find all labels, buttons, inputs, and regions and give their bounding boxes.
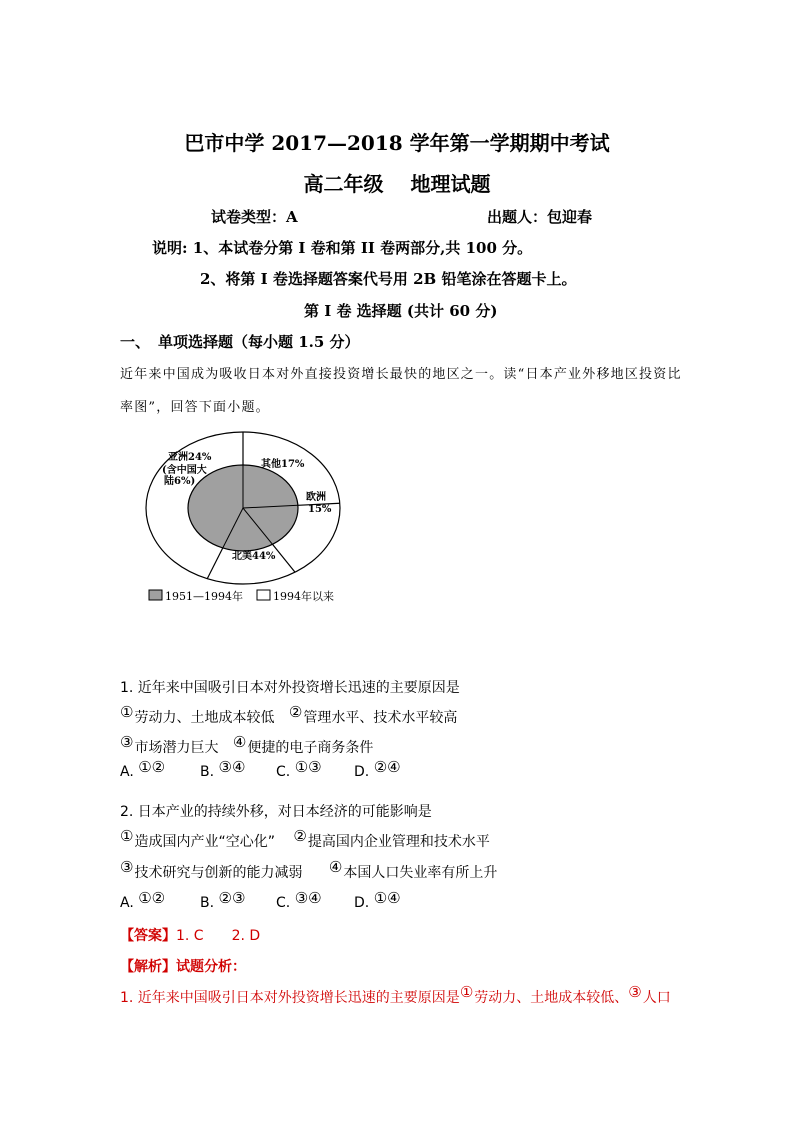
q2-option-c: C. ③④	[276, 889, 322, 911]
analysis-text: 试题分析：	[176, 959, 246, 975]
slice-label-europe-sub: 15%	[308, 504, 332, 515]
q2-item4: 本国人口失业率有所上升	[343, 865, 498, 881]
q2-items-row2	[120, 858, 498, 882]
q1-option-b: B. ③④	[200, 758, 246, 780]
slice-label-north-america: 北美44%	[232, 551, 276, 562]
note-line-1: 说明: 1、本试卷分第 I 卷和第 II 卷两部分,共 100 分。	[152, 239, 533, 257]
legend-label-1951-1994: 1951—1994年	[165, 590, 243, 603]
q1-option-c: C. ①③	[276, 758, 322, 780]
slice-label-asia-sub1: (含中国大	[162, 465, 207, 476]
section-number: 一、	[120, 333, 151, 351]
analysis-label: 【解析】	[120, 959, 176, 975]
q2-option-a: A. ①②	[120, 889, 166, 911]
analysis-circle-3: ③	[628, 983, 642, 1001]
exam-title: 巴市中学 2017—2018 学年第一学期期中考试	[184, 131, 610, 155]
q1-item1: 劳动力、土地成本较低	[134, 710, 275, 726]
q1-item4: 便捷的电子商务条件	[247, 740, 374, 756]
analysis-line1-a: 1. 近年来中国吸引日本对外投资增长迅速的主要原因是	[120, 990, 460, 1006]
q2-item1-number: ①	[120, 827, 134, 845]
slice-label-other: 其他17%	[261, 459, 305, 470]
q1-item4-number: ④	[232, 733, 247, 751]
exam-subtitle: 高二年级 地理试题	[303, 172, 491, 196]
q1-items-row1	[120, 703, 458, 727]
q2-item1: 造成国内产业“空心化”	[134, 834, 275, 850]
q2-option-b: B. ②③	[200, 889, 246, 911]
note-line-2: 2、将第 I 卷选择题答案代号用 2B 铅笔涂在答题卡上。	[200, 270, 577, 288]
answer-text: 1. C 2. D	[176, 928, 261, 944]
analysis-line-1	[120, 983, 671, 1007]
q1-item2-number: ②	[288, 703, 303, 721]
slice-label-asia-sub2: 陆6%)	[164, 476, 196, 487]
intro-line-2: 率图”，回答下面小题。	[120, 400, 270, 415]
paper-author: 出题人：包迎春	[487, 208, 593, 226]
q1-options	[120, 758, 420, 784]
q2-item4-number: ④	[328, 858, 343, 876]
pie-chart	[140, 428, 370, 608]
legend-swatch-1994-since	[257, 590, 270, 600]
paper-type: 试卷类型：A	[211, 208, 298, 226]
legend-label-1994-since: 1994年以来	[273, 590, 334, 603]
q2-item2-number: ②	[293, 827, 307, 845]
q2-item3: 技术研究与创新的能力减弱	[134, 865, 303, 881]
q2-item2: 提高国内企业管理和技术水平	[307, 834, 490, 850]
analysis-line1-b: 劳动力、土地成本较低、	[474, 990, 629, 1006]
slice-label-europe: 欧洲	[306, 492, 326, 503]
answer-line	[120, 925, 260, 945]
q1-item3-number: ③	[120, 733, 134, 751]
part1-heading: 第 I 卷 选择题 (共计 60 分)	[304, 302, 498, 320]
q1-items-row2	[120, 733, 374, 757]
q1-stem: 1. 近年来中国吸引日本对外投资增长迅速的主要原因是	[120, 680, 460, 696]
q2-items-row1	[120, 827, 490, 851]
answer-label: 【答案】	[120, 928, 176, 944]
intro-line-1: 近年来中国成为吸收日本对外直接投资增长最快的地区之一。读“日本产业外移地区投资比	[120, 367, 682, 382]
q2-stem: 2. 日本产业的持续外移，对日本经济的可能影响是	[120, 804, 432, 820]
analysis-line1-c: 人口	[642, 990, 671, 1006]
section-title: 单项选择题（每小题 1.5 分）	[158, 333, 360, 351]
q1-option-d: D. ②④	[354, 758, 401, 780]
q2-options	[120, 889, 420, 915]
q1-item1-number: ①	[120, 703, 134, 721]
q1-item2: 管理水平、技术水平较高	[303, 710, 458, 726]
legend-swatch-1951-1994	[149, 590, 162, 600]
analysis-circle-1: ①	[459, 983, 474, 1001]
q1-option-a: A. ①②	[120, 758, 166, 780]
slice-label-asia: 亚洲24%	[168, 452, 212, 463]
q1-item3: 市场潜力巨大	[134, 740, 219, 756]
analysis-heading	[120, 956, 246, 976]
q2-item3-number: ③	[120, 858, 134, 876]
q2-option-d: D. ①④	[354, 889, 401, 911]
